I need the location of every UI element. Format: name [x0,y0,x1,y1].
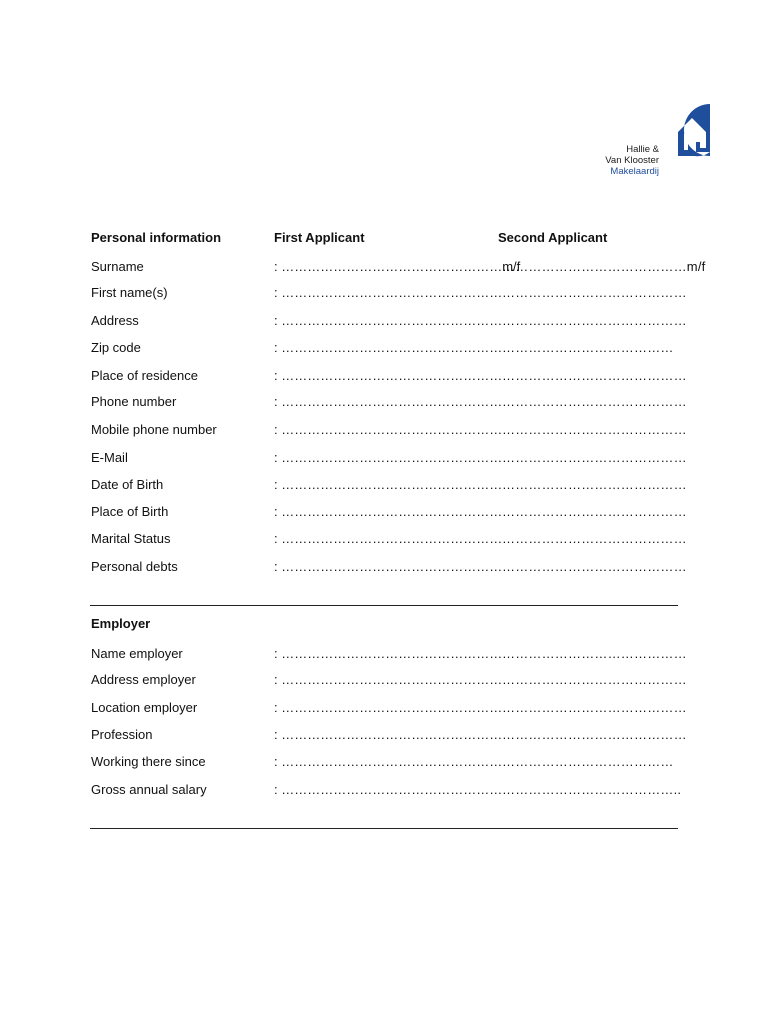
bottom-divider [90,828,678,829]
second-applicant-field[interactable]: …………………………………… [502,285,687,300]
logo-line-1: Hallie & [626,144,659,155]
first-applicant-field[interactable]: : …………………………………………… [274,422,503,437]
field-label: First name(s) [91,285,168,300]
field-label: Location employer [91,700,198,715]
first-applicant-field[interactable]: : …………………………………………… [274,754,503,769]
logo-line-2: Van Klooster [605,155,659,166]
second-applicant-field[interactable]: ………………………………… [502,754,674,769]
field-label: Name employer [91,646,183,661]
first-applicant-field[interactable]: : …………………………………………… [274,477,503,492]
field-label: Date of Birth [91,477,164,492]
first-applicant-field[interactable]: : …………………………………………… [274,285,503,300]
first-applicant-field[interactable]: : …………………………………………… [274,646,503,661]
second-applicant-field[interactable]: ………………………………….. [502,782,682,797]
field-label: Address employer [91,672,196,687]
first-applicant-field[interactable]: : …………………………………………… [274,559,503,574]
first-applicant-field[interactable]: : …………………………………………… [274,340,503,355]
field-label: Marital Status [91,531,171,546]
field-label: Profession [91,727,153,742]
field-label: Mobile phone number [91,422,217,437]
field-label: Surname [91,259,144,274]
second-applicant-field[interactable]: …………………………………… [502,394,687,409]
second-applicant-field[interactable]: …………………………………… [502,313,687,328]
logo-text [605,144,659,177]
first-applicant-field[interactable]: : …………………………………………… [274,450,503,465]
company-logo [598,100,713,182]
section-divider [90,605,678,606]
first-applicant-field[interactable]: : …………………………………………… [274,782,503,797]
house-logo-icon [664,102,712,158]
first-applicant-field[interactable]: : …………………………………………… [274,531,503,546]
second-applicant-field[interactable]: …………………………………… [502,646,687,661]
field-label: Zip code [91,340,141,355]
second-applicant-field[interactable]: ………………………………… [502,340,674,355]
section-title-personal: Personal information [91,230,222,245]
first-applicant-field[interactable]: : …………………………………………… [274,368,503,383]
first-applicant-field[interactable]: : …………………………………………… [274,727,503,742]
first-applicant-field[interactable]: : …………………………………………… [274,504,503,519]
second-applicant-field[interactable]: …………………………………… [502,422,687,437]
first-applicant-field[interactable]: : …………………………………………… [274,672,503,687]
field-label: Place of residence [91,368,198,383]
first-applicant-field[interactable]: : …………………………………………… [274,700,503,715]
second-applicant-field[interactable]: …………………………………… [502,477,687,492]
field-label: Working there since [91,754,206,769]
section-title-employer: Employer [91,616,151,631]
second-applicant-field[interactable]: …………………………………… [502,700,687,715]
second-applicant-field[interactable]: …………………………………… [502,504,687,519]
second-applicant-field[interactable]: …………………………………… [502,727,687,742]
field-label: Place of Birth [91,504,169,519]
first-applicant-field[interactable]: : …………………………………………… [274,394,503,409]
column-second-applicant: Second Applicant [498,230,608,245]
field-label: Gross annual salary [91,782,207,797]
field-label: E-Mail [91,450,128,465]
second-applicant-field[interactable]: …………………………………… [502,559,687,574]
field-label: Phone number [91,394,177,409]
second-applicant-field[interactable]: …………………………………… [502,450,687,465]
column-first-applicant: First Applicant [274,230,365,245]
first-applicant-field[interactable]: : …………………………………………… [274,313,503,328]
second-applicant-field[interactable]: …………………………………… [502,531,687,546]
second-applicant-field[interactable]: …………………………………… [502,672,687,687]
first-applicant-field[interactable]: : ……………………………………………m/f [274,259,521,274]
second-applicant-field[interactable]: ……………………………………m/f [502,259,706,274]
field-label: Personal debts [91,559,178,574]
second-applicant-field[interactable]: …………………………………… [502,368,687,383]
field-label: Address [91,313,139,328]
logo-line-3: Makelaardij [610,166,659,177]
